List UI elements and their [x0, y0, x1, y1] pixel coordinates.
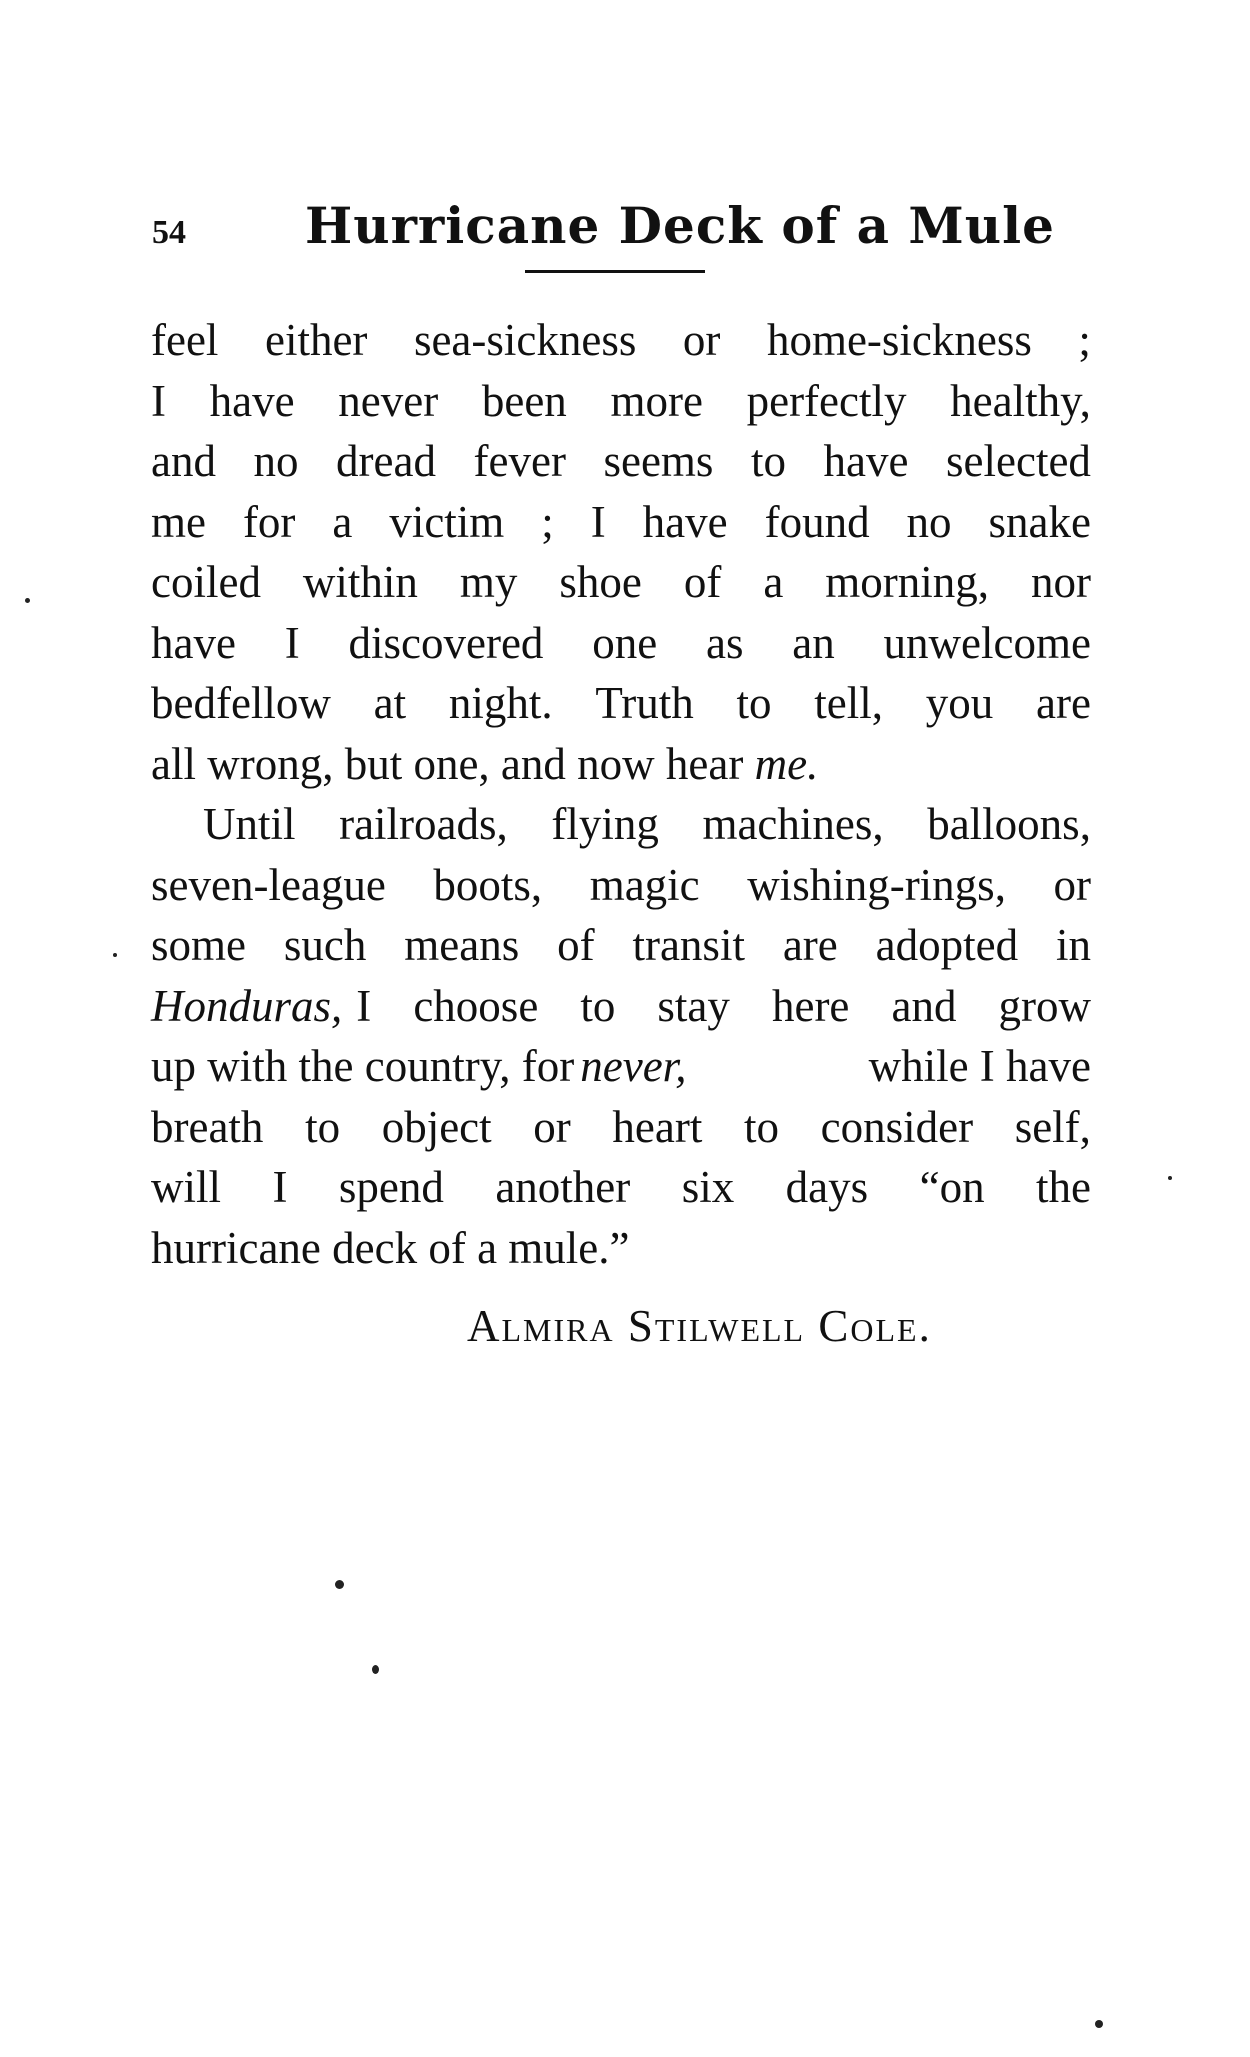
- word: or: [533, 1101, 571, 1152]
- word: or: [1053, 859, 1091, 910]
- word: one: [592, 617, 658, 668]
- word: ;: [1078, 315, 1091, 365]
- word: or: [682, 315, 721, 365]
- word: ;: [541, 496, 554, 547]
- text-line: [151, 734, 1091, 795]
- word: feel: [151, 315, 219, 365]
- word: a: [763, 557, 784, 607]
- text-line: [151, 1218, 1091, 1279]
- word: flying: [551, 799, 659, 849]
- line-text: all wrong, but one, and now hear: [151, 738, 744, 789]
- text-line: [151, 310, 1091, 371]
- word: of: [683, 557, 722, 607]
- italic-word: Honduras,: [151, 980, 343, 1031]
- word: breath: [151, 1101, 264, 1152]
- word: such: [283, 920, 367, 970]
- word: discovered: [348, 617, 544, 668]
- word: within: [302, 557, 418, 607]
- word: I: [284, 617, 300, 668]
- italic-word: never,: [580, 1041, 687, 1091]
- signature: Almira Stilwell Cole.: [467, 1301, 932, 1351]
- word: fever: [473, 436, 566, 486]
- text-line: [151, 492, 1091, 553]
- word: at: [373, 678, 407, 728]
- word: no: [253, 436, 299, 486]
- text-line: [151, 371, 1091, 432]
- word: no: [906, 496, 952, 547]
- word: to: [750, 436, 786, 486]
- running-title: Hurricane Deck of a Mule: [305, 196, 1055, 255]
- word: healthy,: [950, 375, 1091, 426]
- word: snake: [988, 496, 1091, 547]
- word: consider: [820, 1101, 974, 1152]
- word: been: [481, 375, 567, 426]
- page-number: 54: [152, 214, 186, 251]
- word: Until: [203, 799, 296, 849]
- word: more: [610, 375, 703, 426]
- word: some: [151, 920, 246, 970]
- line-text: hurricane deck of a mule.”: [151, 1222, 630, 1273]
- word: I: [151, 375, 166, 426]
- word: me: [151, 496, 206, 547]
- word: either: [264, 315, 368, 365]
- word: six: [681, 1162, 735, 1212]
- word: selected: [946, 436, 1091, 486]
- word: sea-sickness: [413, 315, 637, 365]
- line-text: while I have: [868, 1041, 1091, 1091]
- word: object: [381, 1101, 492, 1152]
- word: seven-league: [151, 859, 386, 910]
- text-line: [151, 915, 1091, 976]
- text-line: [151, 976, 1091, 1037]
- word: shoe: [559, 557, 642, 607]
- word: found: [764, 496, 870, 547]
- word: a: [332, 496, 353, 547]
- ink-speck: [335, 1580, 344, 1589]
- word: never: [338, 375, 439, 426]
- word: Truth: [595, 678, 694, 728]
- text-line: [151, 1036, 1091, 1097]
- text-line: [151, 613, 1091, 674]
- word: another: [495, 1162, 631, 1212]
- word: morning,: [825, 557, 990, 607]
- ink-speck: [1168, 1176, 1172, 1180]
- word: coiled: [151, 557, 261, 607]
- word: perfectly: [746, 375, 907, 426]
- word: victim: [389, 496, 505, 547]
- word: are: [782, 920, 838, 970]
- word: will: [151, 1162, 222, 1212]
- word: machines,: [702, 799, 884, 849]
- text-line: [151, 1097, 1091, 1158]
- word: night.: [448, 678, 553, 728]
- word: have: [209, 375, 295, 426]
- word: seems: [603, 436, 714, 486]
- word: have: [151, 617, 236, 668]
- word: for: [242, 496, 296, 547]
- word: are: [1035, 678, 1091, 728]
- word: an: [792, 617, 835, 668]
- word: bedfellow: [151, 678, 331, 728]
- word: nor: [1031, 557, 1091, 607]
- word: magic: [589, 859, 700, 910]
- text-line: [151, 431, 1091, 492]
- body-text: [151, 310, 1091, 1278]
- word: unwelcome: [883, 617, 1091, 668]
- word: adopted: [875, 920, 1019, 970]
- ink-speck: [25, 598, 30, 603]
- word: self,: [1014, 1101, 1091, 1152]
- word: have: [642, 496, 728, 547]
- word: you: [925, 678, 994, 728]
- word: transit: [632, 920, 745, 970]
- text-line: [151, 673, 1091, 734]
- word: wishing-rings,: [747, 859, 1006, 910]
- ink-speck: [372, 1665, 379, 1674]
- word: and: [151, 436, 216, 486]
- italic-word: me.: [754, 738, 819, 789]
- line-text: I choose to stay here and grow: [356, 980, 1091, 1031]
- word: boots,: [433, 859, 543, 910]
- ink-speck: [113, 953, 117, 957]
- word: home-sickness: [766, 315, 1032, 365]
- word: the: [1036, 1162, 1091, 1212]
- word: tell,: [814, 678, 884, 728]
- word: I: [590, 496, 606, 547]
- text-line: [151, 1157, 1091, 1218]
- text-line: [151, 794, 1091, 855]
- word: means: [404, 920, 520, 970]
- word: dread: [336, 436, 436, 486]
- word: railroads,: [339, 799, 508, 849]
- word: balloons,: [927, 799, 1091, 849]
- title-rule: [525, 270, 705, 273]
- word: heart: [612, 1101, 703, 1152]
- word: as: [705, 617, 744, 668]
- word: I: [272, 1162, 288, 1212]
- word: in: [1055, 920, 1091, 970]
- line-text: up with the country, for: [151, 1041, 575, 1091]
- word: of: [557, 920, 595, 970]
- word: “on: [919, 1162, 985, 1212]
- word: to: [736, 678, 772, 728]
- ink-speck: [1095, 2020, 1103, 2028]
- word: days: [785, 1162, 869, 1212]
- word: to: [305, 1101, 341, 1152]
- word: my: [459, 557, 518, 607]
- text-line: [151, 855, 1091, 916]
- word: spend: [338, 1162, 444, 1212]
- word: have: [823, 436, 909, 486]
- running-head: [150, 196, 1150, 266]
- text-line: [151, 552, 1091, 613]
- word: to: [743, 1101, 779, 1152]
